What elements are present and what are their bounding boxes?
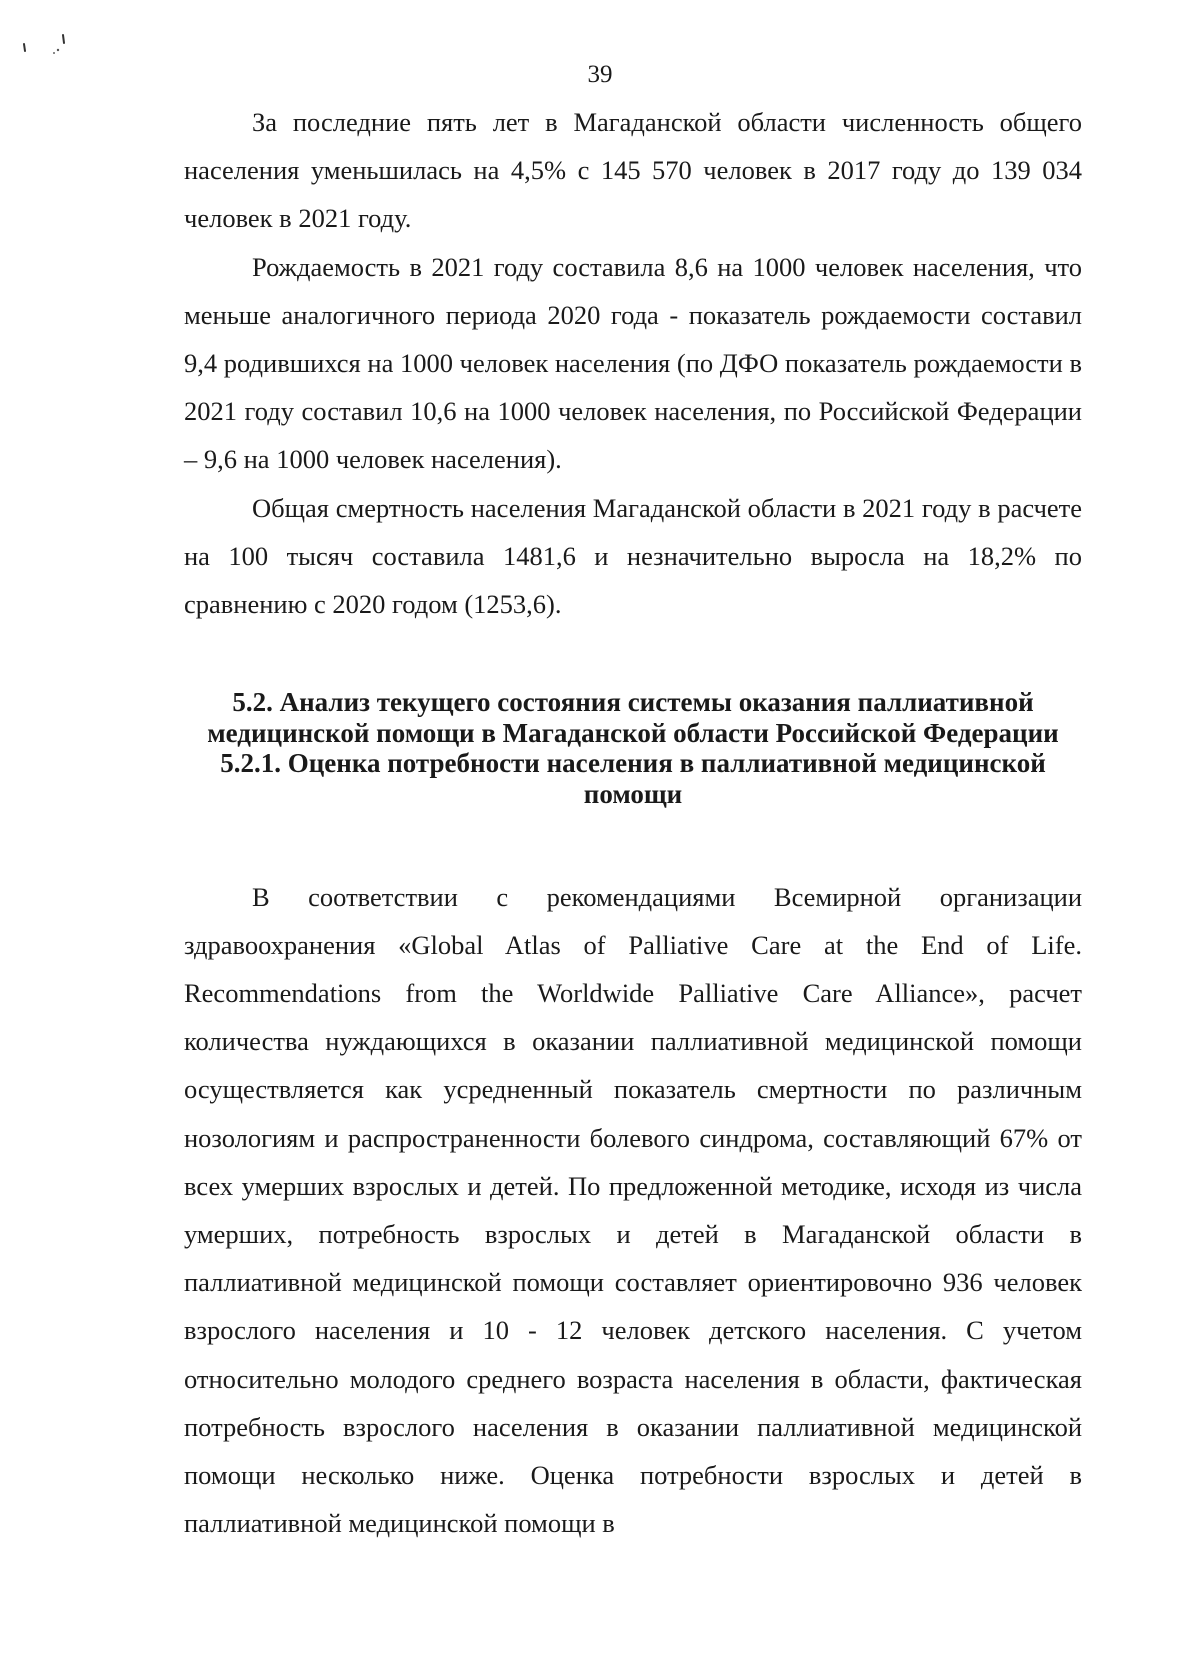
- paragraph-birth-rate: Рождаемость в 2021 году составила 8,6 на 1000 человек населения, что меньше аналогичного периода 2020 года - показатель рождаемости составил 9,4 родившихся на 1000 человек населения (по ДФО показатель рождаемости в 2021 году составил 10,6 на 1000 человек населения, по Российской Федерации – 9,6 на 1000 человек населения).: [184, 251, 1082, 475]
- subsection-heading-line-2: помощи: [583, 779, 683, 810]
- subsection-heading-line-1: 5.2.1. Оценка потребности населения в паллиативной медицинской: [220, 748, 1046, 779]
- paragraph-population: За последние пять лет в Магаданской области численность общего населения уменьшилась на 4,5% с 145 570 человек в 2017 году до 139 034 человек в 2021 году.: [184, 107, 1082, 234]
- paragraph-palliative-need: В соответствии с рекомендациями Всемирной организации здравоохранения «Global Atlas of Palliative Care at the End of Life. Recommendations from the Worldwide Palliative Care Alliance», расчет количества нуждающихся в оказании паллиативной медицинской помощи осуществляется как усредненный показатель смертности по различным нозологиям и распространенности болевого синдрома, составляющий 67% от всех умерших взрослых и детей. По предложенной методике, исходя из числа умерших, потребность взрослых и детей в Магаданской области в паллиативной медицинской помощи составляет ориентировочно 936 человек взрослого населения и 10 - 12 человек детского населения. С учетом относительно молодого среднего возраста населения в области, фактическая потребность взрослого населения в оказании паллиативной медицинской помощи несколько ниже. Оценка потребности взрослых и детей в паллиативной медицинской помощи в: [184, 881, 1082, 1539]
- page-number: 39: [587, 61, 613, 88]
- section-heading: [184, 687, 1082, 809]
- paragraph-mortality: Общая смертность населения Магаданской области в 2021 году в расчете на 100 тысяч составила 1481,6 и незначительно выросла на 18,2% по сравнению с 2020 годом (1253,6).: [184, 492, 1082, 620]
- section-heading-line-2: медицинской помощи в Магаданской области Российской Федерации: [207, 717, 1059, 748]
- scan-artifact-marks: [18, 24, 88, 64]
- document-body: [184, 98, 1082, 1547]
- section-heading-line-1: 5.2. Анализ текущего состояния системы оказания паллиативной: [232, 687, 1034, 718]
